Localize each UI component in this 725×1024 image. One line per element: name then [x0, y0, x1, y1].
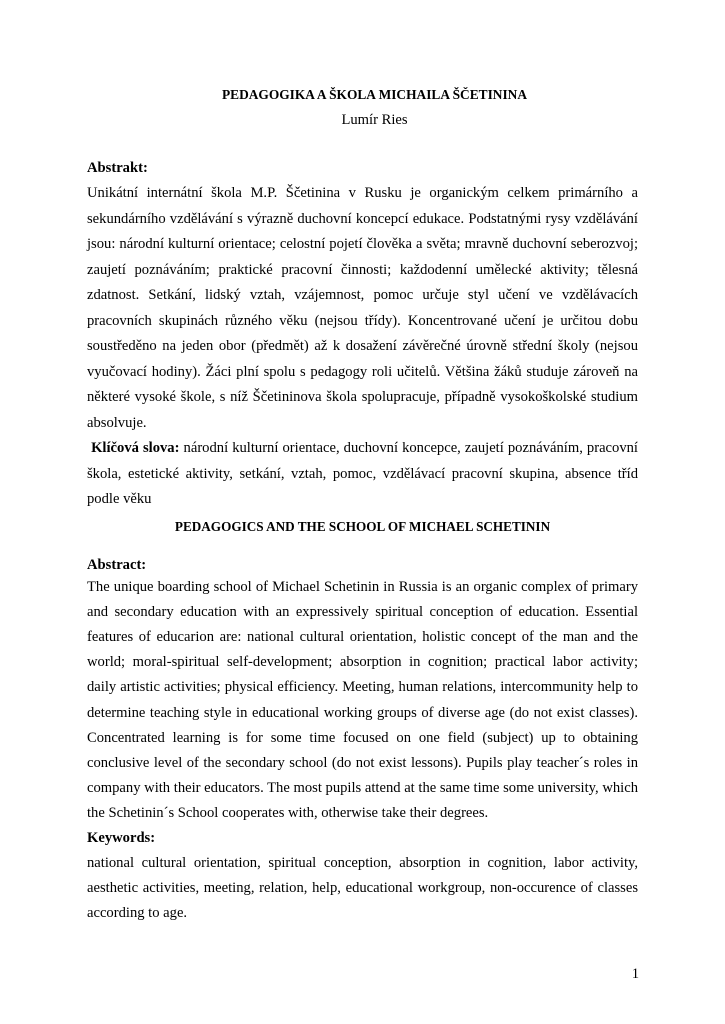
english-keywords-text: national cultural orientation, spiritual conception, absorption in cognition, labor activity, aesthetic activities, meeting, relation, help, educational workgroup, non-occurence of classes according to age.	[87, 854, 638, 921]
czech-keywords-text: národní kulturní orientace, duchovní koncepce, zaujetí poznáváním, pracovní škola, estetické aktivity, setkání, vztah, pomoc, vzdělávací pracovní skupina, absence tříd podle věku	[87, 440, 638, 507]
english-title: PEDAGOGICS AND THE SCHOOL OF MICHAEL SCHETININ	[174, 518, 551, 534]
czech-keywords-label: Klíčová slova:	[91, 440, 180, 456]
english-keywords-heading: Keywords:	[87, 829, 156, 846]
page-number: 1	[631, 966, 639, 982]
czech-abstract-text: Unikátní internátní škola M.P. Ščetinina v Rusku je organickým celkem primárního a sekundárního vzdělávání s výrazně duchovní koncepcí edukace. Podstatnými rysy vzdělávání jsou: národní kulturní orientace; celostní pojetí člověka a světa; mravně duchovní seberozvoj; zaujetí poznáváním; praktické pracovní činnosti; každodenní umělecké aktivity; tělesná zdatnost. Setkání, lidský vztah, vzájemnost, pomoc určuje styl učení ve vzdělávacích pracovních skupinách různého věku (nejsou třídy). Koncentrované učení je určitou dobu soustředěno na jeden obor (předmět) až k dosažení závěrečné úrovně střední školy (nejsou vyučovací hodiny). Žáci plní spolu s pedagogy roli učitelů. Většina žáků studuje zároveň na některé vysoké škole, s níž Ščetininova škola spolupracuje, případně vysokoškolské studium absolvuje.	[87, 185, 638, 431]
author-name: Lumír Ries	[341, 112, 408, 128]
czech-keywords	[87, 436, 638, 513]
document-body	[87, 86, 638, 926]
english-abstract-text: The unique boarding school of Michael Schetinin in Russia is an organic complex of primary and secondary education with an expressively spiritual conception of education. Essential features of educarion are: national cultural orientation, holistic concept of the man and the world; moral-spiritual self-development; absorption in cognition; practical labor activity; daily artistic activities; physical efficiency. Meeting, human relations, intercommunity help to determine teaching style in educational working groups of diverse age (do not exist classes). Concentrated learning is for some time focused on one field (subject) up to obtaining conclusive level of the secondary school (do not exist lessons). Pupils play teacher´s roles in company with their educators. The most pupils attend at the same time some university, which the Schetinin´s School cooperates with, otherwise take their degrees.	[87, 578, 638, 822]
english-abstract-heading: Abstract:	[87, 556, 147, 573]
czech-abstract-heading: Abstrakt:	[87, 160, 148, 176]
czech-title: PEDAGOGIKA A ŠKOLA MICHAILA ŠČETININA	[221, 87, 528, 102]
